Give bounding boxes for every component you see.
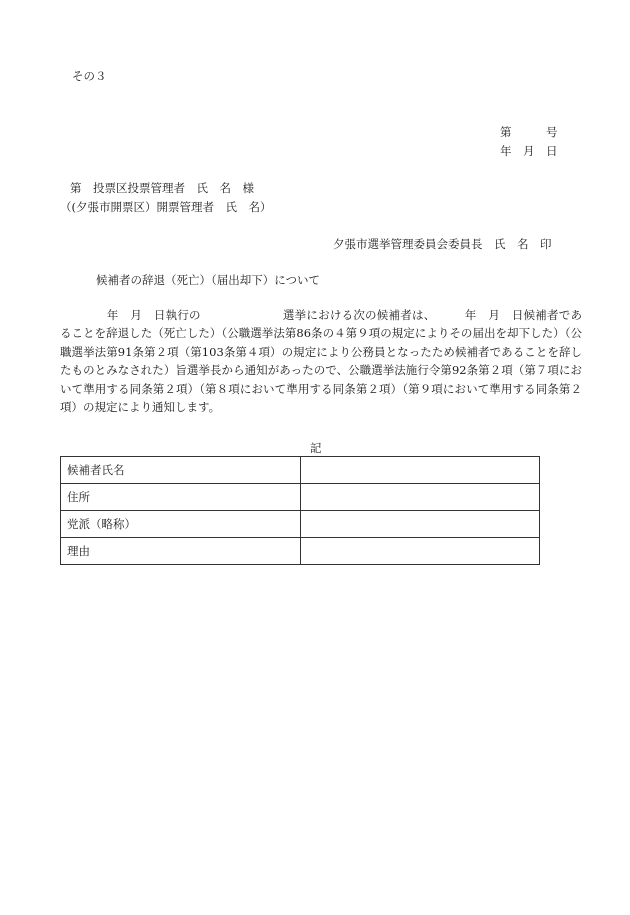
subject-line: 候補者の辞退（死亡）（届出却下）について: [96, 273, 321, 287]
row-label-reason: 理由: [61, 538, 301, 565]
candidate-details-table: [60, 456, 540, 565]
body-text: [60, 306, 582, 416]
addressee-polling-manager: 第 投票区投票管理者 氏 名 様: [70, 181, 254, 195]
row-value-reason: [301, 538, 540, 565]
form-number: その３: [72, 69, 107, 83]
table-row: [61, 484, 540, 511]
row-label-candidate-name: 候補者氏名: [61, 457, 301, 484]
addressee-counting-manager: （(夕張市開票区）開票管理者 氏 名）: [60, 200, 272, 214]
row-label-address: 住所: [61, 484, 301, 511]
ki-label: 記: [310, 441, 322, 455]
row-value-party: [301, 511, 540, 538]
table-row: [61, 457, 540, 484]
row-value-address: [301, 484, 540, 511]
document-number: 第 号: [500, 125, 558, 139]
table-row: [61, 538, 540, 565]
document-date: 年 月 日: [500, 144, 558, 158]
row-value-candidate-name: [301, 457, 540, 484]
row-label-party: 党派（略称）: [61, 511, 301, 538]
table-row: [61, 511, 540, 538]
sender-line: 夕張市選挙管理委員会委員長 氏 名 印: [333, 237, 552, 251]
body-paragraph: 年 月 日執行の 選挙における次の候補者は、 年 月 日候補者であることを辞退した（死亡した）（公職選挙法第86条の４第９項の規定によりその届出を却下した）（公職選挙法第91条第２項（第103条第４項）の規定により公務員となったため候補者であることを辞したものとみなされた）旨選挙長から通知があったので、公職選挙法施行令第92条第２項（第７項において準用する同条第２項）（第８項において準用する同条第２項）（第９項において準用する同条第２項）の規定により通知します。: [60, 308, 582, 415]
